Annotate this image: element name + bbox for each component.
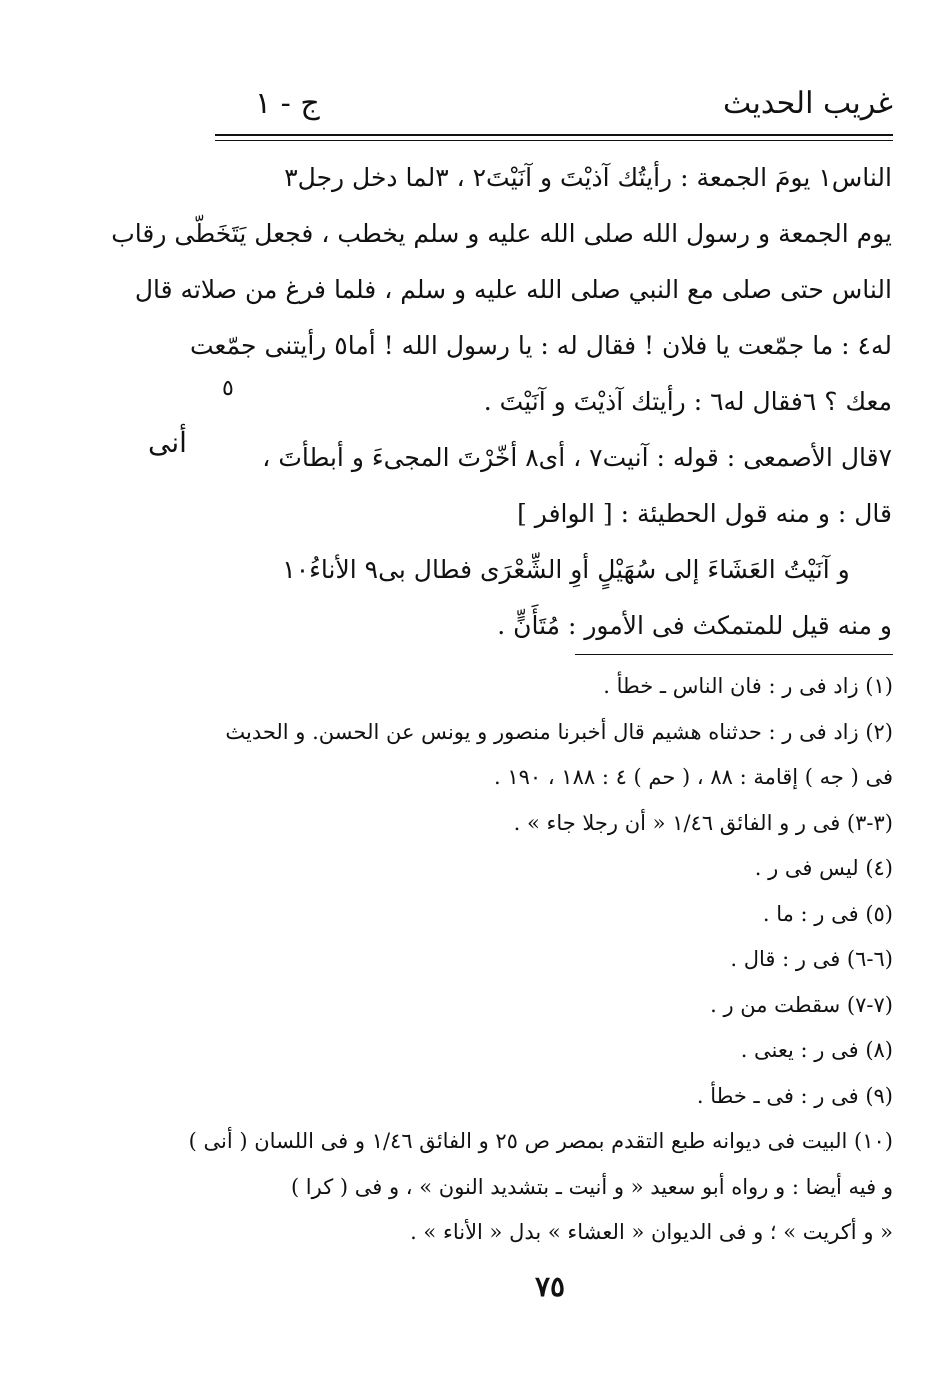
footnote: (١٠) البيت فى ديوانه طبع التقدم بمصر ص ٢٥ و الفائق ١/٤٦ و فى اللسان ( أنى ) [188, 1129, 893, 1153]
footnote: فى ( جه ) إقامة : ٨٨ ، ( حم ) ٤ : ١٨٨ ، ١٩٠ . [493, 765, 893, 789]
text-line: يوم الجمعة و رسول الله صلى الله عليه و سلم يخطب ، فجعل يَتَخَطّى رقاب [111, 219, 892, 248]
volume-number: ج - ١ [255, 86, 320, 121]
running-title: غريب الحديث [723, 86, 893, 121]
page-number: ٧٥ [534, 1270, 566, 1303]
text-line: و منه قيل للمتمكث فى الأمور : مُتَأَنٍّ . [497, 611, 892, 640]
footnote: (٢) زاد فى ر : حدثناه هشيم قال أخبرنا منصور و يونس عن الحسن. و الحديث [225, 719, 893, 744]
footnote: (٩) فى ر : فى ـ خطأ . [696, 1083, 893, 1108]
footnote: (٧-٧) سقطت من ر . [710, 992, 893, 1017]
margin-headword: أنى [148, 426, 187, 459]
footnote: (٦-٦) فى ر : قال . [730, 947, 893, 971]
header-rule [215, 134, 893, 136]
footnote: « و أكريت » ؛ و فى الديوان « العشاء » بدل « الأناء » . [410, 1220, 893, 1244]
page-header [215, 86, 893, 130]
text-line: معك ؟ ٦فقال له٦ : رأيتك آذيْتَ و آنَيْتَ . [483, 387, 892, 416]
footnote: و فيه أيضا : و رواه أبو سعيد « و أنيت ـ بتشديد النون » ، و فى ( كرا ) [290, 1174, 893, 1199]
footnote: (٨) فى ر : يعنى . [740, 1038, 893, 1062]
footnote: (١) زاد فى ر : فان الناس ـ خطأ . [603, 674, 893, 698]
footnote: (٥) فى ر : ما . [762, 901, 893, 926]
header-rule-secondary [215, 140, 893, 141]
footnotes [188, 664, 893, 1256]
poem-verse: و آنَيْتُ العَشَاءَ إلى سُهَيْلٍ أوِ الشِّعْرَى فطال بى٩ الأناءُ١٠ [282, 555, 850, 584]
text-line: قال : و منه قول الحطيئة : [ الوافر ] [517, 499, 892, 528]
text-line: الناس١ يومَ الجمعة : رأيتُك آذيْتَ و آنَيْتَ٢ ، ٣لما دخل رجل٣ [284, 163, 892, 192]
text-line: الناس حتى صلى مع النبي صلى الله عليه و سلم ، فلما فرغ من صلاته قال [134, 275, 892, 304]
footnote: (٤) ليس فى ر . [754, 856, 893, 880]
footnote: (٣-٣) فى ر و الفائق ١/٤٦ « أن رجلا جاء » . [513, 810, 893, 835]
text-line: ٧قال الأصمعى : قوله : آنيت٧ ، أى٨ أخّرْتَ المجىءَ و أبطأتَ ، [262, 443, 892, 472]
footnote-rule [575, 654, 893, 655]
text-line: له٤ : ما جمّعت يا فلان ! فقال له : يا رسول الله ! أما٥ رأيتنى جمّعت [189, 331, 892, 360]
margin-line-number: ٥ [222, 376, 234, 401]
